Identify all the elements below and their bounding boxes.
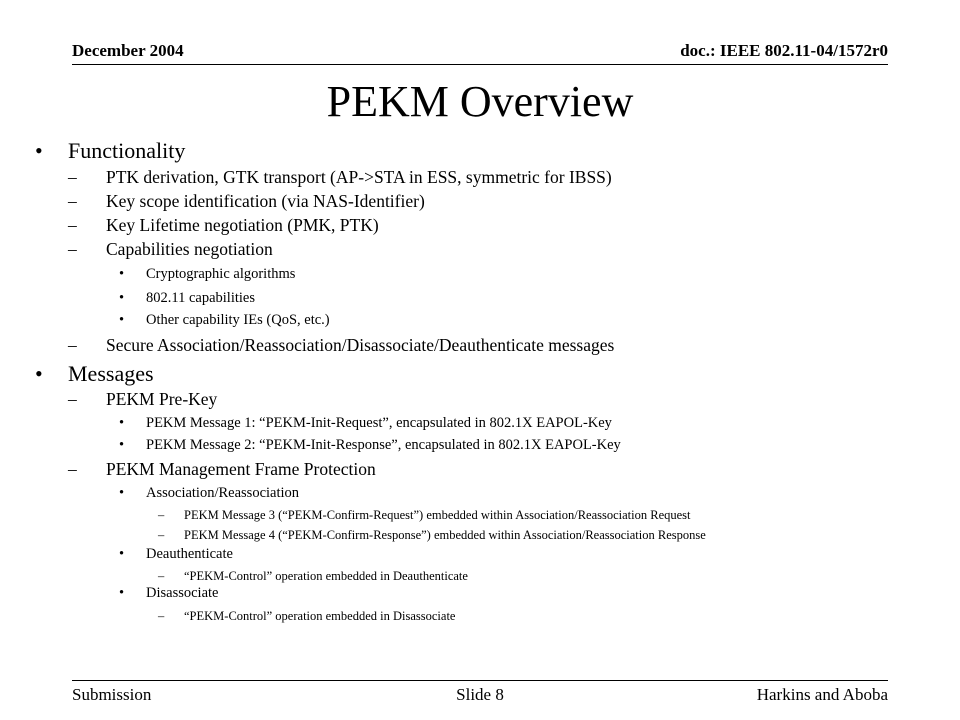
dash-marker: – [158, 609, 165, 623]
bullet-marker: • [35, 138, 43, 163]
level4-item-text: PEKM Message 3 (“PEKM-Confirm-Request”) embedded within Association/Reassociation Request [184, 508, 691, 522]
bullet-messages [35, 361, 154, 387]
bullet-marker: • [119, 585, 125, 601]
footer-rule [72, 680, 888, 681]
header-date: December 2004 [72, 41, 184, 60]
dash-marker: – [68, 215, 77, 235]
sub-item [68, 458, 376, 480]
slide-title: PEKM Overview [326, 77, 634, 126]
bullet-marker: • [119, 312, 125, 328]
sub-sub-item-text: PEKM Message 1: “PEKM-Init-Request”, encapsulated in 802.1X EAPOL-Key [146, 415, 612, 431]
bullet-label: Functionality [68, 138, 186, 163]
dash-marker: – [158, 569, 165, 583]
sub-item [68, 388, 218, 410]
sub-sub-item [119, 265, 296, 283]
sub-sub-item-text: PEKM Message 2: “PEKM-Init-Response”, encapsulated in 802.1X EAPOL-Key [146, 437, 621, 453]
dash-marker: – [68, 459, 77, 479]
level4-item [158, 507, 691, 523]
sub-sub-item [119, 545, 233, 563]
bullet-marker: • [119, 437, 125, 453]
sub-sub-item-text: 802.11 capabilities [146, 290, 255, 306]
bullet-label: Messages [68, 361, 154, 386]
sub-item-text: Key Lifetime negotiation (PMK, PTK) [106, 215, 379, 235]
sub-sub-item-text: Cryptographic algorithms [146, 266, 296, 282]
dash-marker: – [68, 335, 77, 355]
level4-item [158, 527, 706, 543]
header-rule [72, 64, 888, 65]
sub-sub-item [119, 311, 330, 329]
dash-marker: – [68, 239, 77, 259]
header-doc-id: doc.: IEEE 802.11-04/1572r0 [680, 41, 888, 60]
sub-sub-item-text: Deauthenticate [146, 546, 233, 562]
sub-sub-item-text: Association/Reassociation [146, 485, 300, 501]
bullet-marker: • [119, 546, 125, 562]
sub-item-text: PEKM Pre-Key [106, 389, 218, 409]
bullet-functionality [35, 138, 186, 164]
dash-marker: – [68, 191, 77, 211]
dash-marker: – [158, 528, 165, 542]
level4-item [158, 568, 468, 584]
sub-item-text: PTK derivation, GTK transport (AP->STA in ESS, symmetric for IBSS) [106, 167, 612, 187]
bullet-marker: • [119, 266, 125, 282]
sub-item [68, 166, 612, 188]
sub-sub-item [119, 289, 255, 307]
sub-item [68, 334, 615, 356]
sub-item-text: PEKM Management Frame Protection [106, 459, 376, 479]
dash-marker: – [158, 508, 165, 522]
level4-item [158, 608, 456, 624]
sub-item-text: Secure Association/Reassociation/Disassociate/Deauthenticate messages [106, 335, 615, 355]
sub-sub-item [119, 484, 300, 502]
sub-item [68, 214, 379, 236]
footer-authors: Harkins and Aboba [756, 685, 888, 704]
bullet-marker: • [119, 485, 125, 501]
level4-item-text: PEKM Message 4 (“PEKM-Confirm-Response”) embedded within Association/Reassociation Response [184, 528, 706, 542]
bullet-marker: • [35, 361, 43, 386]
dash-marker: – [68, 389, 77, 409]
dash-marker: – [68, 167, 77, 187]
level4-item-text: “PEKM-Control” operation embedded in Deauthenticate [184, 569, 468, 583]
footer-slide-number: Slide 8 [456, 685, 504, 704]
footer-submission: Submission [72, 685, 152, 704]
sub-item-text: Capabilities negotiation [106, 239, 273, 259]
sub-sub-item [119, 436, 621, 454]
sub-sub-item [119, 584, 219, 602]
level4-item-text: “PEKM-Control” operation embedded in Disassociate [184, 609, 456, 623]
bullet-marker: • [119, 290, 125, 306]
sub-item [68, 190, 425, 212]
sub-sub-item-text: Other capability IEs (QoS, etc.) [146, 312, 330, 328]
sub-item-text: Key scope identification (via NAS-Identifier) [106, 191, 425, 211]
sub-sub-item-text: Disassociate [146, 585, 219, 601]
sub-item [68, 238, 273, 260]
sub-sub-item [119, 414, 612, 432]
bullet-marker: • [119, 415, 125, 431]
